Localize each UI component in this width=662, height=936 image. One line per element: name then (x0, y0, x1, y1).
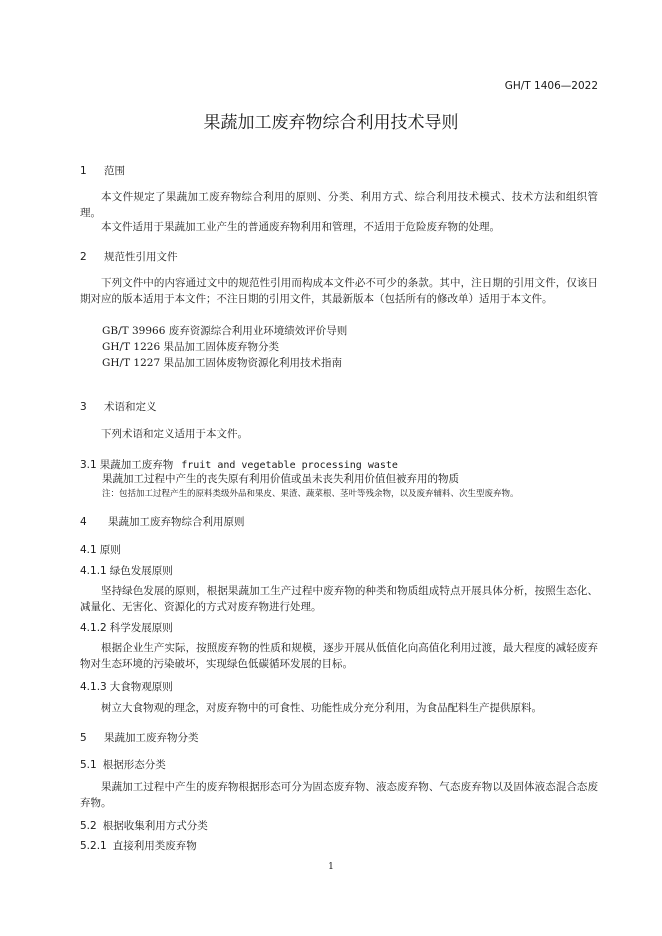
section-title: 范围 (104, 165, 125, 177)
paragraph: 根据企业生产实际，按照废弃物的性质和规模，逐步开展从低值化向高值化利用过渡，最大程度的减轻废弃物对生态环境的污染破坏，实现绿色低碳循环发展的目标。 (80, 642, 598, 670)
subsection-number: 5.1 (80, 759, 97, 771)
subsection-4-1-3-heading (80, 679, 173, 694)
section-number: 1 (80, 165, 87, 177)
subsection-5-2-1-heading (80, 838, 197, 853)
section-1-heading (80, 163, 125, 178)
subsection-number: 4.1.2 (80, 622, 107, 634)
subsection-title: 绿色发展原则 (109, 565, 173, 577)
term-chinese: 果蔬加工废弃物 (99, 459, 174, 471)
term-number: 3.1 (80, 459, 97, 471)
subsection-title: 大食物观原则 (109, 681, 173, 693)
subsection-title: 根据收集利用方式分类 (102, 820, 208, 832)
section-title: 果蔬加工废弃物综合利用原则 (108, 516, 245, 528)
section-3-heading (80, 399, 157, 414)
section-title: 规范性引用文件 (104, 251, 178, 263)
section-4-heading (80, 514, 245, 529)
subsection-number: 4.1.3 (80, 681, 107, 693)
subsection-number: 5.2.1 (80, 840, 107, 852)
subsection-title: 原则 (99, 544, 121, 556)
subsection-5-1-heading (80, 757, 166, 772)
subsection-number: 5.2 (80, 820, 97, 832)
section-number: 4 (80, 516, 87, 528)
subsection-4-1-heading (80, 542, 121, 557)
reference-item: GH/T 1226 果品加工固体废弃物分类 (102, 341, 279, 353)
term-note: 注：包括加工过程产生的原料类级外品和果皮、果渣、蔬菜根、茎叶等残余物，以及废弃辅料、次生型废弃物。 (102, 489, 519, 499)
subsection-title: 直接利用类废弃物 (112, 840, 197, 852)
reference-item: GB/T 39966 废弃资源综合利用业环境绩效评价导则 (102, 325, 348, 337)
section-number: 3 (80, 401, 87, 413)
paragraph: 果蔬加工过程中产生的废弃物根据形态可分为固态废弃物、液态废弃物、气态废弃物以及固体液态混合态废弃物。 (80, 781, 598, 809)
standard-number: GH/T 1406—2022 (504, 80, 598, 92)
subsection-number: 4.1.1 (80, 565, 107, 577)
section-2-heading (80, 249, 178, 264)
section-5-heading (80, 730, 199, 745)
paragraph: 下列术语和定义适用于本文件。 (101, 428, 248, 440)
paragraph: 树立大食物观的理念，对废弃物中的可食性、功能性成分充分利用，为食品配料生产提供原料。 (101, 702, 542, 714)
term-entry (80, 457, 398, 472)
paragraph: 坚持绿色发展的原则，根据果蔬加工生产过程中废弃物的种类和物质组成特点开展具体分析，按照生态化、减量化、无害化、资源化的方式对废弃物进行处理。 (80, 585, 598, 613)
section-title: 果蔬加工废弃物分类 (104, 732, 199, 744)
section-number: 2 (80, 251, 87, 263)
subsection-4-1-2-heading (80, 620, 173, 635)
paragraph: 下列文件中的内容通过文中的规范性引用而构成本文件必不可少的条款。其中，注日期的引用文件，仅该日期对应的版本适用于本文件；不注日期的引用文件，其最新版本（包括所有的修改单）适用于本文件。 (80, 277, 598, 305)
document-title: 果蔬加工废弃物综合利用技术导则 (203, 113, 459, 133)
section-title: 术语和定义 (104, 401, 157, 413)
paragraph: 本文件规定了果蔬加工废弃物综合利用的原则、分类、利用方式、综合利用技术模式、技术方法和组织管理。 (80, 191, 598, 219)
term-definition: 果蔬加工过程中产生的丧失原有利用价值或虽未丧失利用价值但被弃用的物质 (102, 473, 459, 485)
subsection-number: 4.1 (80, 544, 97, 556)
term-english: fruit and vegetable processing waste (181, 460, 398, 471)
subsection-title: 科学发展原则 (109, 622, 173, 634)
subsection-5-2-heading (80, 818, 208, 833)
subsection-4-1-1-heading (80, 563, 173, 578)
reference-item: GH/T 1227 果品加工固体废物资源化利用技术指南 (102, 357, 342, 369)
paragraph: 本文件适用于果蔬加工业产生的普通废弃物利用和管理，不适用于危险废弃物的处理。 (101, 221, 500, 233)
page-number: 1 (328, 862, 334, 872)
subsection-title: 根据形态分类 (102, 759, 166, 771)
section-number: 5 (80, 732, 87, 744)
